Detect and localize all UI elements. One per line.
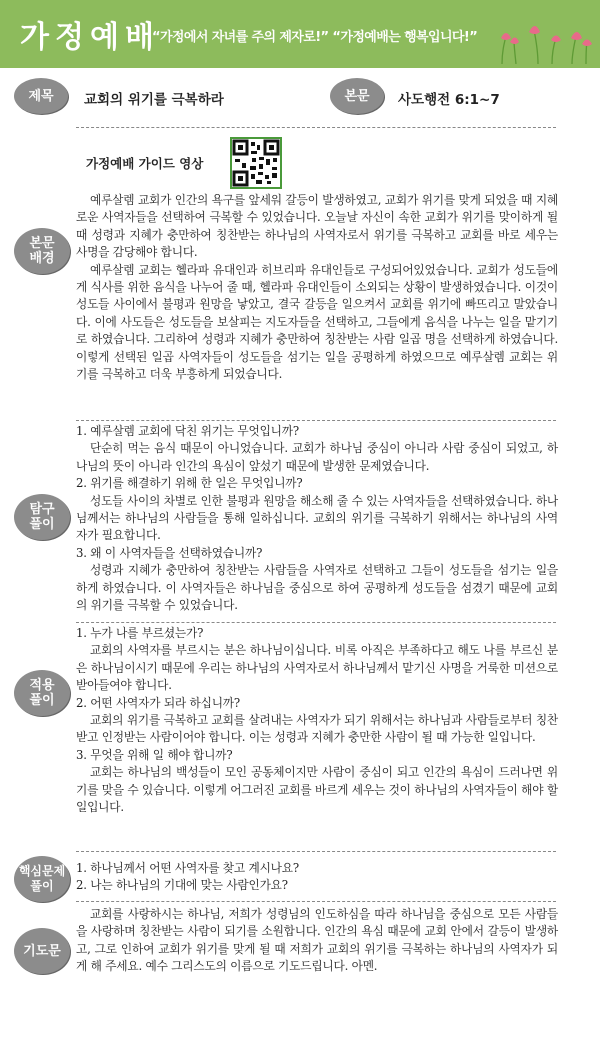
badge-text: 본문 배경 xyxy=(29,236,55,266)
badge-text: 적용 풀이 xyxy=(29,678,55,708)
question: 2. 위기를 해결하기 위해 한 일은 무엇입니까? xyxy=(76,476,303,491)
background-badge xyxy=(14,228,70,274)
answer: 교회의 사역자를 부르시는 분은 하나님이십니다. 비록 아직은 부족하다고 해도 나를 부르신 분은 하나님이시기 때문에 우리는 하나님의 사역자로서 하나님께서 맡기신 사명을 거룩한 미션으로 받아들여야 합니다. xyxy=(76,643,558,693)
badge-text: 핵심문제 풀이 xyxy=(18,864,66,893)
divider xyxy=(76,901,556,902)
divider xyxy=(76,622,556,623)
apply-badge xyxy=(14,670,70,716)
paragraph: 예루살렘 교회가 인간의 욕구를 앞세워 갈등이 발생하였고, 교회가 위기를 맞게 되었을 때 지혜로운 사역자들을 선택하여 극복할 수 있었습니다. 오늘날 자신이 속한 교회가 위기를 맞이하게 될 때 성령과 지혜가 충만하여 칭찬받는 하나님의 사역자로서 위기를 극복하고 교회를 바로 세우는 사명을 감당해야 합니다. xyxy=(76,193,558,260)
qr-code-icon[interactable] xyxy=(230,137,282,189)
answer: 교회는 하나님의 백성들이 모인 공동체이지만 사람이 중심이 되고 인간의 욕심이 드러나면 위기를 맞을 수 있습니다. 이렇게 어그러진 교회를 바르게 세우는 것이 하나님의 사역자들이 해야 할 일입니다. xyxy=(76,765,558,815)
scripture-badge: 본문 xyxy=(330,78,384,114)
badge-text: 탐구 풀이 xyxy=(29,502,55,532)
answer: 교회의 위기를 극복하고 교회를 살려내는 사역자가 되기 위해서는 하나님과 사람들로부터 칭찬받고 인정받는 사람이어야 합니다. 이는 성령과 지혜가 충만한 사람이 될 때 가능한 일입니다. xyxy=(76,713,558,745)
core-text xyxy=(76,860,558,895)
prayer-badge: 기도문 xyxy=(14,928,70,974)
question: 3. 무엇을 위해 일 해야 합니까? xyxy=(76,747,233,762)
prayer-text xyxy=(76,906,558,976)
title-badge: 제목 xyxy=(14,78,68,114)
apply-text xyxy=(76,625,558,816)
list-item: 2. 나는 하나님의 기대에 맞는 사람인가요? xyxy=(76,878,288,893)
guide-video-label: 가정예배 가이드 영상 xyxy=(86,156,204,171)
question: 2. 어떤 사역자가 되라 하십니까? xyxy=(76,695,240,710)
sermon-title: 교회의 위기를 극복하라 xyxy=(84,92,224,108)
question: 3. 왜 이 사역자들을 선택하였습니까? xyxy=(76,545,263,560)
divider xyxy=(76,420,556,421)
explore-badge xyxy=(14,494,70,540)
scripture-reference: 사도행전 6:1~7 xyxy=(398,92,500,108)
divider xyxy=(76,127,556,128)
divider xyxy=(76,851,556,852)
answer: 성령과 지혜가 충만하여 칭찬받는 사람들을 사역자로 선택하고 그들이 성도들을 섬기는 일을 하게 하였습니다. 이 사역자들은 하나님을 중심으로 하여 공평하게 성도들을 섬겼기 때문에 교회의 위기를 극복할 수 있었습니다. xyxy=(76,563,558,613)
paragraph: 예루살렘 교회는 헬라파 유대인과 히브리파 유대인들로 구성되어있었습니다. 교회가 성도들에게 식사를 위한 음식을 나누어 줄 때, 헬라파 유대인들이 소외되는 상황이 발생하였습니다. 이것이 성도들 사이에서 불평과 원망을 낳았고, 결국 갈등을 일으켜서 교회를 위기에 빠뜨리고 말았습니다. 이에 사도들은 성도들을 보살피는 지도자들을 선택하고, 그들에게 음식을 나누는 일을 맡기기로 하였습니다. 그리하여 성령과 지혜가 충만하여 칭찬받는 사람 일곱 명을 선택하게 하였습니다. 이렇게 선택된 일곱 사역자들이 성도들을 섬기는 일을 공평하게 하였으므로 예루살렘 교회는 위기를 극복하고 더욱 부흥하게 되었습니다. xyxy=(76,262,558,382)
explore-text xyxy=(76,423,558,614)
background-text xyxy=(76,192,558,383)
answer: 단순히 먹는 음식 때문이 아니었습니다. 교회가 하나님 중심이 아니라 사람 중심이 되었고, 하나님의 뜻이 아니라 인간의 욕심이 앞섰기 때문에 발생한 문제였습니다. xyxy=(76,441,558,473)
answer: 성도들 사이의 차별로 인한 불평과 원망을 해소해 줄 수 있는 사역자들을 선택하였습니다. 하나님께서는 하나님의 사람들을 통해 일하십니다. 교회의 위기를 극복하기 위해서는 하나님의 사역자가 필요합니다. xyxy=(76,493,558,543)
header-banner xyxy=(0,0,600,68)
question: 1. 예루살렘 교회에 닥친 위기는 무엇입니까? xyxy=(76,424,299,438)
tulip-flowers-icon xyxy=(494,18,594,64)
core-badge xyxy=(14,856,70,902)
list-item: 1. 하나님께서 어떤 사역자를 찾고 계시나요? xyxy=(76,861,299,875)
header-slogan: “가정에서 자녀를 주의 제자로!” “가정예배는 행복입니다!” xyxy=(152,30,478,45)
paragraph: 교회를 사랑하시는 하나님, 저희가 성령님의 인도하심을 따라 하나님을 중심으로 모든 사람들을 사랑하며 칭찬받는 사람이 되기를 소원합니다. 인간의 욕심 때문에 교회 안에서 갈등이 발생하고, 그로 인하여 교회가 위기를 맞게 될 때 저희가 교회의 위기를 극복하는 하나님의 사역자가 되게 해 주세요. 예수 그리스도의 이름으로 기도드립니다. 아멘. xyxy=(76,907,558,974)
question: 1. 누가 나를 부르셨는가? xyxy=(76,626,204,640)
header-title: 가정예배 xyxy=(20,20,160,55)
